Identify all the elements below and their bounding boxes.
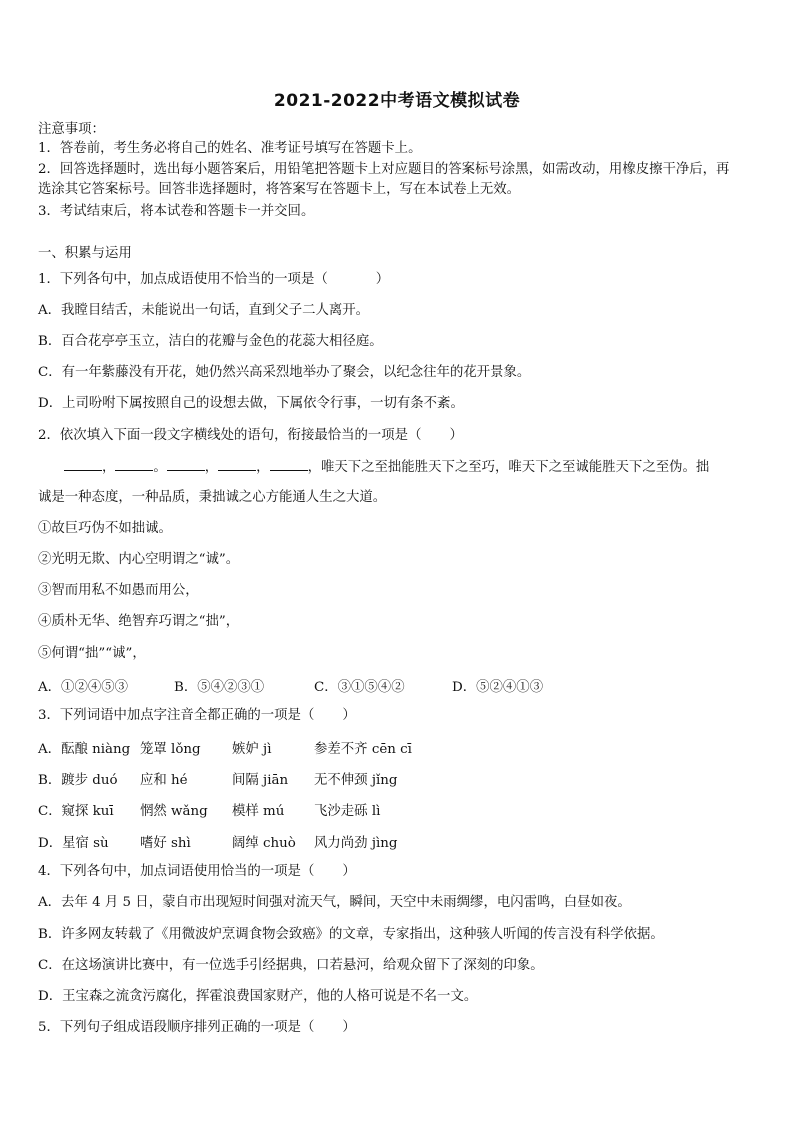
blank-separator: ， [256,460,270,475]
q2-item-4: ④质朴无华、绝智弃巧谓之“拙”， [38,614,240,629]
blank-separator: ， [204,460,219,475]
notice-item-1: 1．答卷前，考生务必将自己的姓名、准考证号填写在答题卡上。 [38,141,422,156]
q1-option-c: C．有一年紫藤没有开花，她仍然兴高采烈地举办了聚会，以纪念往年的花开景象。 [38,365,531,380]
blank-separator: 。 [153,460,167,475]
q2-options [38,676,758,694]
q3-d-word-4: 风力尚劲 jìng [314,836,398,851]
q3-stem-text: 3．下列词语中加点字注音全都正确的一项是（ [38,708,315,723]
q2-item-5: ⑤何谓“拙”“诚”， [38,646,146,661]
q4-option-c: C．在这场演讲比赛中，有一位选手引经据典，口若悬河，给观众留下了深刻的印象。 [38,958,544,973]
q3-c-word-1: C．窥探 kuī [38,804,114,819]
notice-heading: 注意事项： [38,122,105,137]
answer-blank [64,458,102,471]
q2-passage-line-1 [64,458,709,477]
q4-stem [38,863,356,881]
q3-d-word-3: 阔绰 chuò [232,836,296,851]
q4-option-b: B．许多网友转载了《用微波炉烹调食物会致癌》的文章，专家指出，这种骇人听闻的传言没有科学依据。 [38,927,664,942]
q3-option-a [38,738,758,756]
q2-item-2: ②光明无欺、内心空明谓之“诚”。 [38,552,240,567]
q3-stem-close: ） [342,708,356,723]
q3-d-word-2: 嗜好 shì [140,836,191,851]
q2-stem-text: 2．依次填入下面一段文字横线处的语句，衔接最恰当的一项是（ [38,428,422,443]
q2-option-d: D．⑤②④①③ [452,680,544,695]
q3-stem [38,707,356,725]
q1-stem-text: 1．下列各句中，加点成语使用不恰当的一项是（ [38,272,328,287]
q5-stem [38,1019,356,1037]
q2-option-a: A．①②④⑤③ [38,680,129,695]
q4-stem-close: ） [342,864,356,879]
q1-stem [38,271,389,289]
q2-option-b: B．⑤④②③① [174,680,265,695]
q3-option-c [38,800,758,818]
notice-item-2-cont: 选涂其它答案标号。回答非选择题时，将答案写在答题卡上，写在本试卷上无效。 [38,182,521,197]
q5-stem-close: ） [342,1020,356,1035]
q3-b-word-3: 间隔 jiān [232,773,289,788]
notice-item-3: 3．考试结束后，将本试卷和答题卡一并交回。 [38,204,315,219]
q1-option-b: B．百合花亭亭玉立，洁白的花瓣与金色的花蕊大相径庭。 [38,334,383,349]
section-heading: 一、积累与运用 [38,246,132,261]
q3-d-word-1: D．星宿 sù [38,836,109,851]
q3-b-word-4: 无不伸颈 jǐng [314,773,398,788]
q4-option-a: A．去年 4 月 5 日，蒙自市出现短时间强对流天气，瞬间，天空中未雨绸缪，电闪雷鸣，白昼如夜。 [38,895,631,910]
q2-stem-close: ） [449,428,463,443]
q3-c-word-4: 飞沙走砾 lì [314,804,381,819]
q2-stem [38,427,463,445]
q1-stem-close: ） [375,272,390,287]
answer-blank [270,458,308,471]
q3-option-d [38,832,758,850]
q4-stem-text: 4．下列各句中，加点词语使用恰当的一项是（ [38,864,315,879]
blank-separator: ， [102,460,116,475]
q3-a-word-3: 嫉妒 jì [232,742,272,757]
q1-option-a: A．我瞠目结舌，未能说出一句话，直到父子二人离开。 [38,303,370,318]
q3-a-word-2: 笼罩 lǒng [140,742,201,757]
answer-blank [218,458,256,471]
q1-option-d: D．上司吩咐下属按照自己的设想去做，下属依令行事，一切有条不紊。 [38,396,464,411]
q2-passage-text: ，唯天下之至拙能胜天下之至巧，唯天下之至诚能胜天下之至伪。拙 [307,460,710,475]
q2-item-1: ①故巨巧伪不如拙诚。 [38,521,172,536]
q5-stem-text: 5．下列句子组成语段顺序排列正确的一项是（ [38,1020,315,1035]
q3-c-word-3: 模样 mú [232,804,285,819]
q3-b-word-2: 应和 hé [140,773,188,788]
q2-passage-line-2: 诚是一种态度，一种品质，秉拙诚之心方能通人生之大道。 [38,490,387,505]
q3-option-b [38,769,758,787]
q4-option-d: D．王宝森之流贪污腐化，挥霍浪费国家财产，他的人格可说是不名一文。 [38,989,478,1004]
q3-a-word-4: 参差不齐 cēn cī [314,742,412,757]
q3-b-word-1: B．踱步 duó [38,773,118,788]
q2-item-3: ③智而用私不如愚而用公， [38,583,199,598]
q3-c-word-2: 惘然 wǎng [140,804,208,819]
q3-a-word-1: A．酝酿 niàng [38,742,131,757]
q2-option-c: C．③①⑤④② [314,680,405,695]
answer-blank [167,458,205,471]
answer-blank [115,458,153,471]
notice-item-2: 2．回答选择题时，选出每小题答案后，用铅笔把答题卡上对应题目的答案标号涂黑，如需改动，用橡皮擦干净后，再 [38,162,730,177]
page-title: 2021-2022中考语文模拟试卷 [273,91,521,111]
